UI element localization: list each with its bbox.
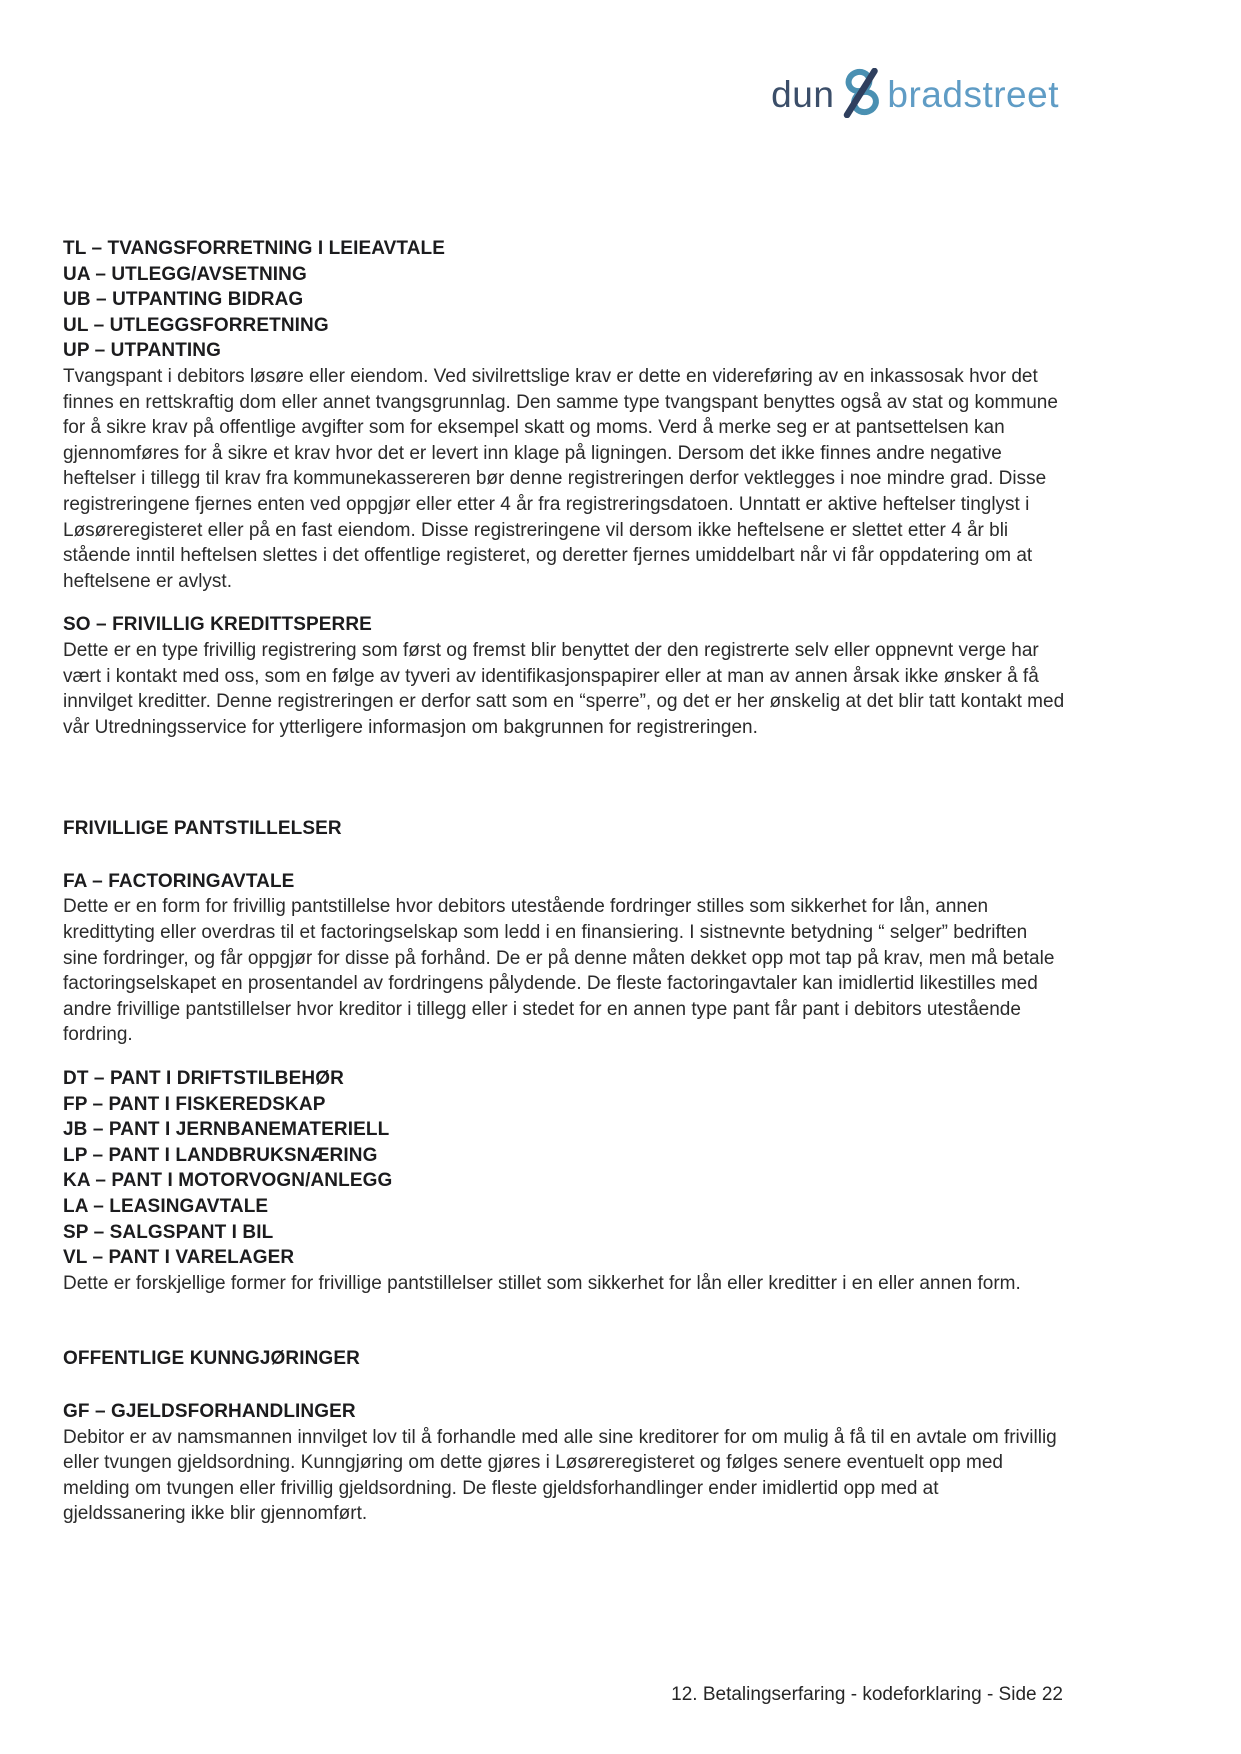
code-line: UP – UTPANTING: [63, 340, 221, 362]
code-list: [63, 1066, 1065, 1271]
paragraph: Tvangspant i debitors løsøre eller eiendom. Ved sivilrettslige krav er dette en videreføring av en inkassosak hvor det finnes en rettskraftig dom eller annet tvangsgrunnlag. Den samme type tvangspant benyttes også av stat og kommune for å sikre krav på offentlige avgifter som for eksempel skatt og moms. Verd å merke seg er at pantsettelsen kan gjennomføres for å sikre et krav hvor det er levert inn klage på ligningen. Dersom det ikke finnes andre negative heftelser i tillegg til krav fra kommunekassereren bør denne registreringen derfor vektlegges i noe mindre grad. Disse registreringene fjernes enten ved oppgjør eller etter 4 år fra registreringsdatoen. Unntatt er aktive heftelser tinglyst i Løsøreregisteret eller på en fast eiendom. Disse registreringene vil dersom ikke heftelsene er slettet etter 4 år bli stående inntil heftelsen slettes i det offentlige registeret, og deretter fjernes umiddelbart når vi får oppdatering om at heftelsene er avlyst.: [63, 365, 1058, 592]
code-line: JB – PANT I JERNBANEMATERIELL: [63, 1119, 390, 1141]
logo-text-dun: dun: [771, 73, 835, 115]
logo-text-bradstreet: bradstreet: [887, 73, 1059, 115]
section-heading: GF – GJELDSFORHANDLINGER: [63, 1400, 356, 1422]
paragraph: Dette er en form for frivillig pantstillelse hvor debitors utestående fordringer stilles som sikkerhet for lån, annen kredittyting eller overdras til et factoringselskap som ledd i en finansiering. I sistnevnte betydning “ selger” bedriften sine fordringer, og får oppgjør for disse på forhånd. De er på denne måten dekket opp mot tap på krav, men må betale factoringselskapet en prosentandel av fordringens pålydende. De fleste factoringavtaler kan imidlertid likestilles med andre frivillige pantstillelser hvor kreditor i tillegg eller i stedet for en annen type pant får pant i debitors utestående fordring.: [63, 896, 1055, 1046]
code-line: UA – UTLEGG/AVSETNING: [63, 263, 307, 285]
section-heading: SO – FRIVILLIG KREDITTSPERRE: [63, 614, 372, 636]
code-line: DT – PANT I DRIFTSTILBEHØR: [63, 1068, 344, 1090]
code-line: KA – PANT I MOTORVOGN/ANLEGG: [63, 1170, 393, 1192]
code-line: LP – PANT I LANDBRUKSNÆRING: [63, 1144, 378, 1166]
document-body: [63, 236, 1065, 1527]
paragraph: Debitor er av namsmannen innvilget lov til å forhandle med alle sine kreditorer for om mulig å få til en avtale om frivillig eller tvungen gjeldsordning. Kunngjøring om dette gjøres i Løsøreregisteret og følges senere eventuelt opp med melding om tvungen eller frivillig gjeldsordning. De fleste gjeldsforhandlinger ender imidlertid opp med at gjeldssanering ikke blir gjennomført.: [63, 1426, 1057, 1525]
code-line: LA – LEASINGAVTALE: [63, 1196, 269, 1217]
code-line: TL – TVANGSFORRETNING I LEIEAVTALE: [63, 238, 446, 259]
section-heading: OFFENTLIGE KUNNGJØRINGER: [63, 1348, 360, 1370]
section-heading: FA – FACTORINGAVTALE: [63, 870, 295, 892]
code-line: FP – PANT I FISKEREDSKAP: [63, 1093, 326, 1115]
code-list: [63, 236, 1065, 364]
paragraph: Dette er en type frivillig registrering som først og fremst blir benyttet der den registrerte selv eller oppnevnt verge har vært i kontakt med oss, som en følge av tyveri av identifikasjonspapirer eller at man av annen årsak ikke ønsker å få innvilget kreditter. Denne registreringen er derfor satt som en “sperre”, og det er her ønskelig at det blir tatt kontakt med vår Utredningsservice for ytterligere informasjon om bakgrunnen for registreringen.: [63, 639, 1065, 738]
dun-and-bradstreet-logo: [771, 68, 1059, 120]
code-line: UB – UTPANTING BIDRAG: [63, 289, 304, 311]
code-line: SP – SALGSPANT I BIL: [63, 1221, 274, 1243]
paragraph: Dette er forskjellige former for frivillige pantstillelser stillet som sikkerhet for lån eller kreditter i en eller annen form.: [63, 1272, 1021, 1294]
section-heading: FRIVILLIGE PANTSTILLELSER: [63, 818, 342, 840]
ampersand-icon: [838, 68, 884, 118]
page-footer: 12. Betalingserfaring - kodeforklaring - Side 22: [671, 1684, 1063, 1705]
code-line: VL – PANT I VARELAGER: [63, 1247, 295, 1269]
code-line: UL – UTLEGGSFORRETNING: [63, 314, 329, 336]
